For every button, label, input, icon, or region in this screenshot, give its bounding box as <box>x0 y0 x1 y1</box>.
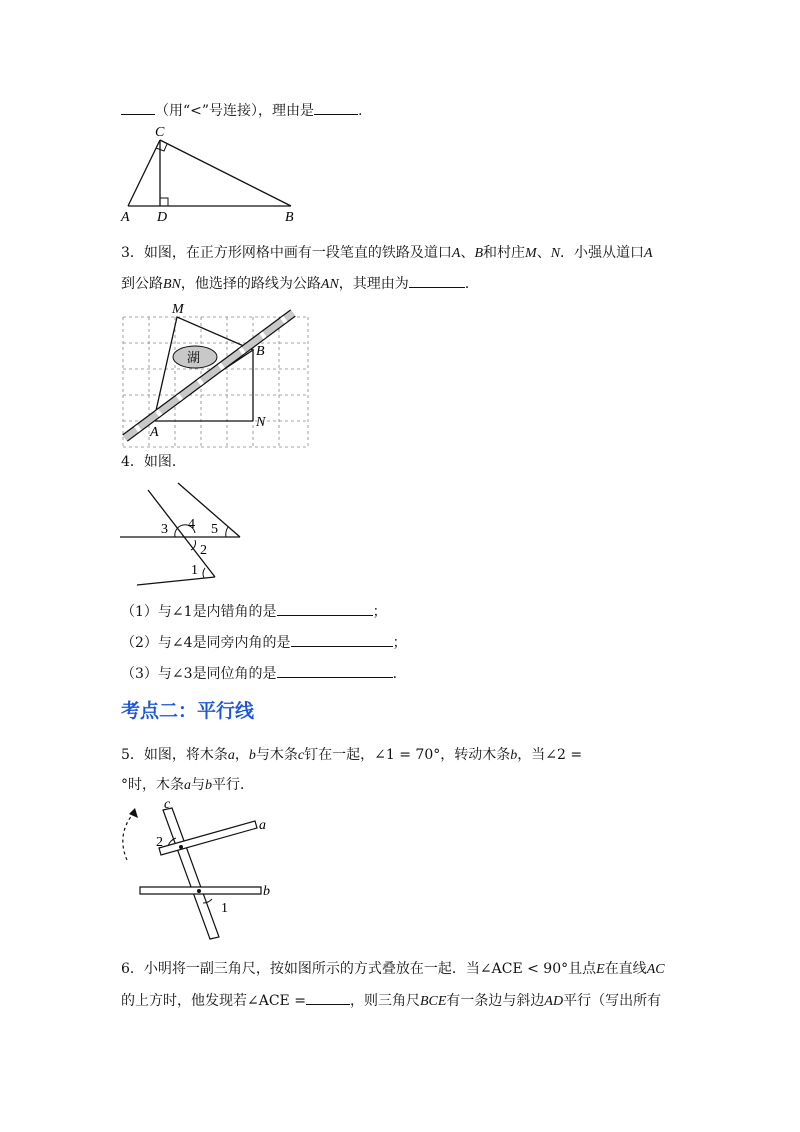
intro-line: （用“<”号连接），理由是 . <box>121 100 363 121</box>
label-b: B <box>256 344 265 359</box>
q3-line1: 3．如图，在正方形网格中画有一段笔直的铁路及道口A、B和村庄M、N．小强从道口A <box>121 245 653 261</box>
answer-blank[interactable] <box>409 273 465 288</box>
q4-item-3: （3）与∠3是同位角的是 . <box>121 663 397 684</box>
q4-item-1: （1）与∠1是内错角的是 ； <box>121 601 387 622</box>
figure-right-triangle <box>115 122 315 226</box>
answer-blank[interactable] <box>306 990 350 1005</box>
label-a: A <box>150 425 159 440</box>
label-d: D <box>157 210 168 225</box>
q6-line2: 的上方时，他发现若∠ACE = ，则三角尺BCE有一条边与斜边AD平行（写出所有 <box>121 990 661 1012</box>
angle-5-label: 5 <box>211 522 218 537</box>
intro-text: （用“<”号连接），理由是 <box>155 103 315 119</box>
lake-label: 湖 <box>187 351 201 366</box>
figure-wooden-strips <box>115 798 285 944</box>
label-c: c <box>164 798 171 812</box>
q4-title: 4．如图． <box>121 454 186 470</box>
label-a: A <box>121 210 130 225</box>
answer-blank[interactable] <box>277 601 373 616</box>
angle-4-label: 4 <box>188 517 195 532</box>
label-b: b <box>263 884 270 899</box>
figure-angles <box>115 478 255 590</box>
q3-line2: 到公路BN，他选择的路线为公路AN，其理由为 . <box>121 273 469 295</box>
angle-1-label: 1 <box>221 901 228 916</box>
section-heading: 考点二：平行线 <box>121 700 255 722</box>
label-b: B <box>285 210 294 225</box>
q5-line1: 5．如图，将木条a，b与木条c钉在一起，∠1 = 70°，转动木条b，当∠2 = <box>121 747 583 763</box>
answer-blank[interactable] <box>291 632 393 647</box>
q6-line1: 6．小明将一副三角尺，按如图所示的方式叠放在一起．当∠ACE < 90°且点E在直线AC <box>121 961 665 977</box>
q5-line2: °时，木条a与b平行． <box>121 777 254 793</box>
answer-blank[interactable] <box>314 100 358 115</box>
label-c: C <box>155 125 165 140</box>
q4-item-2: （2）与∠4是同旁内角的是 ； <box>121 632 407 653</box>
angle-3-label: 3 <box>161 522 168 537</box>
answer-blank[interactable] <box>277 663 393 678</box>
answer-blank[interactable] <box>121 100 155 115</box>
angle-2-label: 2 <box>156 835 163 850</box>
label-m: M <box>172 302 184 317</box>
railway <box>125 313 293 438</box>
angle-1-label: 1 <box>191 563 198 578</box>
figure-grid-railway <box>115 300 315 448</box>
label-a: a <box>259 818 266 833</box>
label-n: N <box>256 415 266 430</box>
angle-2-label: 2 <box>200 543 207 558</box>
